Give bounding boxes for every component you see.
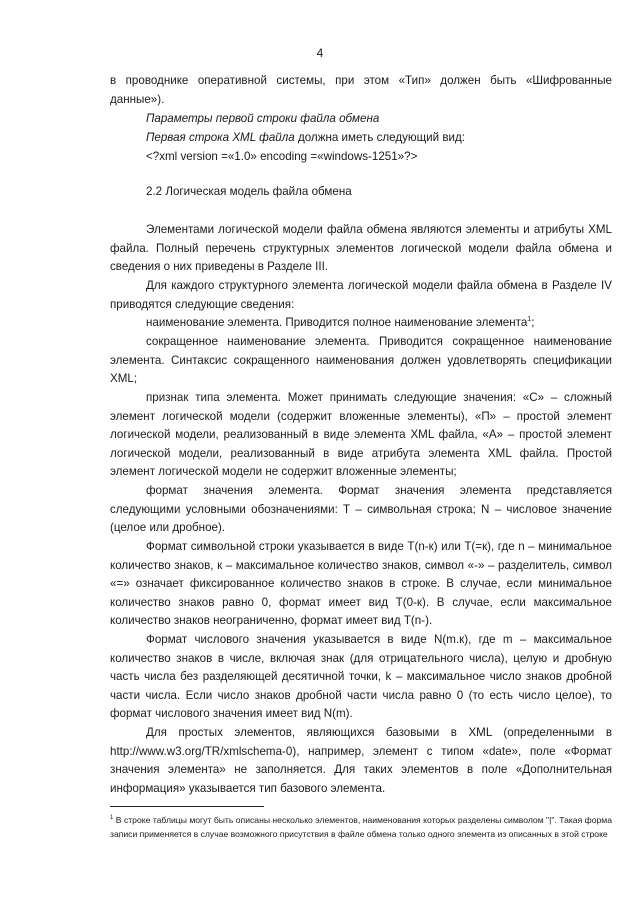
section-heading-2-2: 2.2 Логическая модель файла обмена — [146, 185, 352, 198]
first-line-rest: должна иметь следующий вид: — [294, 131, 465, 144]
paragraph-elements-intro: Элементами логической модели файла обмена являются элементы и атрибуты XML файла. Полный перечень структурных элементов логической модели файла обмена и сведения о них приведены в Разделе III. — [110, 223, 612, 274]
xml-declaration: <?xml version =«1.0» encoding =«windows-1251»?> — [146, 150, 418, 163]
page-number: 4 — [316, 46, 324, 60]
paragraph-short-name: сокращенное наименование элемента. Приводится сокращенное наименование элемента. Синтаксис сокращенного наименования должен удовлетворять спецификации XML; — [110, 335, 612, 386]
footnote-separator — [110, 806, 264, 807]
paragraph-element-name — [110, 314, 612, 333]
paragraph-value-format: формат значения элемента. Формат значения элемента представляется следующими условными обозначениями: Т – символьная строка; N – числовое значение (целое или дробное). — [110, 484, 612, 535]
footnote-text: В строке таблицы могут быть описаны несколько элементов, наименования которых разделены символом "|". Такая форма записи применяется в случае возможного присутствия в файле обмена только одного элемента из описанных в этой строке — [110, 815, 612, 839]
paragraph-base-elements: Для простых элементов, являющихся базовыми в XML (определенными в http://www.w3.org/TR/xmlschema-0), например, элемент с типом «date», поле «Формат значения элемента» не заполняется. Для таких элементов в поле «Дополнительная информация» указывается тип базового элемента. — [110, 726, 612, 795]
paragraph-string-format: Формат символьной строки указывается в виде Т(n-к) или Т(=к), где n – минимальное количество знаков, к – максимальное количество знаков, символ «-» – разделитель, символ «=» означает фиксированное количество знаков в строке. В случае, если минимальное количество знаков равно 0, формат имеет вид Т(0-к). В случае, если максимальное количество знаков неограниченно, формат имеет вид Т(n-). — [110, 540, 612, 628]
paragraph-type-flag: признак типа элемента. Может принимать следующие значения: «С» – сложный элемент логической модели (содержит вложенные элементы), «П» – простой элемент логической модели, реализованный в виде элемента XML файла, «А» – простой элемент логической модели, реализованный в виде атрибута элемента XML файла. Простой элемент логической модели не содержит вложенные элементы; — [110, 391, 612, 479]
paragraph-first-line-intro — [146, 131, 465, 144]
paragraph-section-iv-info: Для каждого структурного элемента логической модели файла обмена в Разделе IV приводятся следующие сведения: — [110, 279, 612, 311]
footnote-ref: 1 — [527, 316, 532, 324]
footnote — [110, 814, 612, 841]
subheading-first-line-params: Параметры первой строки файла обмена — [146, 112, 380, 125]
paragraph-continuation: в проводнике оперативной системы, при этом «Тип» должен быть «Шифрованные данные»). — [110, 74, 612, 106]
element-name-end: ; — [531, 316, 535, 329]
first-line-label: Первая строка XML файла — [146, 131, 295, 144]
paragraph-number-format: Формат числового значения указывается в виде N(m.к), где m – максимальное количество знаков в числе, включая знак (для отрицательного числа), целую и дробную часть числа без разделяющей десятичной точки, k – максимальное число знаков дробной части числа. Если число знаков дробной части числа равно 0 (то есть число целое), то формат числового значения имеет вид N(m). — [110, 633, 612, 721]
footnote-mark: 1 — [110, 815, 114, 822]
element-name-text: наименование элемента. Приводится полное наименование элемента — [146, 316, 528, 329]
